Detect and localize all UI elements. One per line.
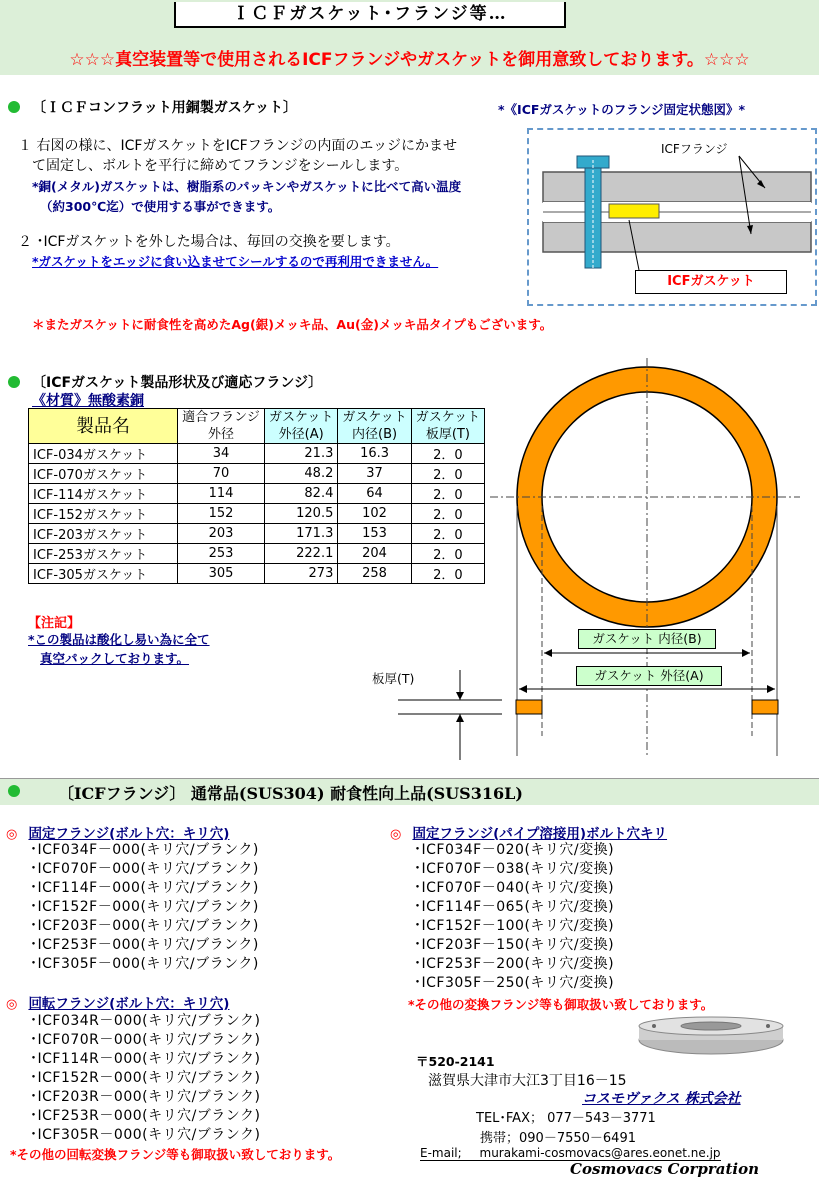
item2-text: ２ ･ICFガスケットを外した場合は、毎回の交換を要します。 (18, 234, 400, 250)
item1-line1: １ 右図の様に、ICFガスケットをICFフランジの内面のエッジにかませ (18, 138, 458, 154)
table-cell-t: 2．0 (411, 544, 484, 564)
figure-title: *《ICFガスケットのフランジ固定状態図》* (498, 102, 746, 117)
list-item: ･ICF203F－150(キリ穴/変換) (414, 937, 615, 953)
table-cell-flange: 34 (178, 444, 265, 464)
col-gasket-od-2: 外径(A) (278, 427, 324, 442)
double-circle-icon: ◎ (6, 997, 18, 1012)
company-address: 滋賀県大津市大江3丁目16－15 (428, 1073, 627, 1089)
table-cell-name: ICF-305ガスケット (29, 564, 178, 584)
table-cell-name: ICF-070ガスケット (29, 464, 178, 484)
fixed-flange-list (30, 841, 259, 974)
list-item: ･ICF253R－000(キリ穴/ブランク) (30, 1108, 261, 1124)
col-gasket-id-2: 内径(B) (352, 427, 398, 442)
fixed-flange-title: 固定フランジ(ボルト穴：キリ穴) (28, 826, 230, 842)
company-mobile: 携帯；090－7550－6491 (480, 1131, 636, 1146)
table-cell-t: 2．0 (411, 444, 484, 464)
list-item: ･ICF070F－000(キリ穴/ブランク) (30, 861, 259, 877)
table-cell-id: 16.3 (338, 444, 411, 464)
table-cell-name: ICF-152ガスケット (29, 504, 178, 524)
list-item: ･ICF253F－000(キリ穴/ブランク) (30, 937, 259, 953)
list-item: ･ICF152F－100(キリ穴/変換) (414, 918, 615, 934)
table-cell-flange: 114 (178, 484, 265, 504)
welded-note: *その他の変換フランジ等も御取扱い致しております。 (408, 997, 714, 1012)
table-cell-flange: 152 (178, 504, 265, 524)
gasket-ring-drawing (390, 356, 810, 766)
col-product-name (29, 409, 178, 444)
list-item: ･ICF034F－020(キリ穴/変換) (414, 842, 615, 858)
dim-thickness-label: 板厚(T) (372, 671, 415, 686)
company-email-line (420, 1146, 721, 1161)
double-circle-icon: ◎ (6, 827, 18, 842)
banner-text (0, 47, 819, 73)
list-item: ･ICF253F－200(キリ穴/変換) (414, 956, 615, 972)
table-cell-od: 120.5 (265, 504, 338, 524)
caution-line2: 真空パックしております。 (40, 651, 190, 666)
list-item: ･ICF305F－000(キリ穴/ブランク) (30, 956, 259, 972)
table-cell-t: 2．0 (411, 484, 484, 504)
table-cell-name: ICF-114ガスケット (29, 484, 178, 504)
col-thickness-2: 板厚(T) (425, 427, 470, 442)
table-cell-id: 37 (338, 464, 411, 484)
table-cell-od: 48.2 (265, 464, 338, 484)
list-item: ･ICF070F－040(キリ穴/変換) (414, 880, 615, 896)
col-flange-od (178, 409, 265, 444)
plating-note: ＊またガスケットに耐食性を高めたAg(銀)メッキ品、Au(金)メッキ品タイプもございます。 (32, 317, 553, 332)
col-thickness-1: ガスケット (415, 410, 481, 425)
col-flange-od-2: 外径 (207, 427, 234, 442)
table-cell-t: 2．0 (411, 504, 484, 524)
table-cell-id: 204 (338, 544, 411, 564)
col-gasket-od-1: ガスケット (269, 410, 334, 425)
table-cell-t: 2．0 (411, 524, 484, 544)
item1-line2: て固定し、ボルトを平行に締めてフランジをシールします。 (32, 158, 409, 174)
table-cell-od: 21.3 (265, 444, 338, 464)
table-cell-flange: 305 (178, 564, 265, 584)
table-cell-id: 153 (338, 524, 411, 544)
company-tel: TEL･FAX； 077－543－3771 (476, 1111, 656, 1126)
table-cell-name: ICF-253ガスケット (29, 544, 178, 564)
flange-fixed-figure (527, 128, 817, 306)
bullet-dot-icon (8, 101, 20, 113)
list-item: ･ICF114R－000(キリ穴/ブランク) (30, 1051, 261, 1067)
postal-code: 〒520-2141 (416, 1054, 495, 1069)
list-item: ･ICF070F－038(キリ穴/変換) (414, 861, 615, 877)
company-name-jp: コスモヴァクス 株式会社 (582, 1091, 741, 1107)
table-cell-name: ICF-203ガスケット (29, 524, 178, 544)
welded-flange-list (414, 841, 614, 993)
col-name-label: 製品名 (76, 415, 130, 437)
table-cell-od: 82.4 (265, 484, 338, 504)
caution-line1: *この製品は酸化し易い為に全て (28, 632, 210, 647)
table-cell-id: 258 (338, 564, 411, 584)
list-item: ･ICF114F－000(キリ穴/ブランク) (30, 880, 259, 896)
item2-note: *ガスケットをエッジに食い込ませてシールするので再利用できません。 (32, 254, 439, 269)
welded-flange-group (390, 822, 667, 842)
email-link[interactable]: murakami-cosmovacs@ares.eonet.ne.jp (479, 1146, 721, 1160)
col-flange-od-1: 適合フランジ (182, 410, 260, 425)
flange-illustration (636, 1016, 786, 1056)
list-item: ･ICF034F－000(キリ穴/ブランク) (30, 842, 259, 858)
table-cell-id: 102 (338, 504, 411, 524)
bullet-dot-icon (8, 376, 20, 388)
copper-gasket-heading: 〔ＩＣＦコンフラット用銅製ガスケット〕 (32, 100, 298, 116)
rotating-flange-list (30, 1012, 261, 1145)
company-name-en: Cosmovacs Corpration (570, 1160, 759, 1178)
banner-line: ☆☆☆真空装置等で使用されるICFフランジやガスケットを御用意致しております。☆☆☆ (69, 50, 750, 70)
figure-label-flange: ICFフランジ (661, 142, 728, 156)
list-item: ･ICF034R－000(キリ穴/ブランク) (30, 1013, 261, 1029)
col-gasket-id-1: ガスケット (342, 410, 407, 425)
list-item: ･ICF305F－250(キリ穴/変換) (414, 975, 615, 991)
table-cell-flange: 203 (178, 524, 265, 544)
caution-title: 【注記】 (28, 616, 81, 631)
item1-note2: （約300℃迄）で使用する事ができます。 (40, 199, 281, 214)
material-label: 《材質》無酸素銅 (32, 393, 144, 409)
item1-note1: *銅(メタル)ガスケットは、樹脂系のパッキンやガスケットに比べて高い温度 (32, 179, 462, 194)
list-item: ･ICF070R－000(キリ穴/ブランク) (30, 1032, 261, 1048)
flange-heading: 〔ICFフランジ〕 通常品(SUS304) 耐食性向上品(SUS316L) (58, 784, 523, 803)
list-item: ･ICF203R－000(キリ穴/ブランク) (30, 1089, 261, 1105)
table-cell-name: ICF-034ガスケット (29, 444, 178, 464)
page-title: ＩＣＦガスケット･フランジ等… (174, 2, 566, 28)
list-item: ･ICF305R－000(キリ穴/ブランク) (30, 1127, 261, 1143)
email-label: E-mail; (420, 1146, 462, 1160)
welded-flange-title: 固定フランジ(パイプ溶接用)ボルト穴キリ (412, 826, 668, 842)
table-cell-od: 171.3 (265, 524, 338, 544)
dim-outer-label: ガスケット 外径(A) (576, 666, 722, 686)
dim-inner-label: ガスケット 内径(B) (578, 629, 716, 649)
list-item: ･ICF152F－000(キリ穴/ブランク) (30, 899, 259, 915)
bullet-dot-icon (8, 785, 20, 797)
table-cell-t: 2．0 (411, 464, 484, 484)
rotating-flange-group (6, 992, 229, 1012)
table-cell-id: 64 (338, 484, 411, 504)
rotating-note: *その他の回転変換フランジ等も御取扱い致しております。 (10, 1147, 341, 1162)
list-item: ･ICF203F－000(キリ穴/ブランク) (30, 918, 259, 934)
rotating-flange-title: 回転フランジ(ボルト穴：キリ穴) (28, 996, 230, 1012)
table-cell-od: 222.1 (265, 544, 338, 564)
figure-label-gasket: ICFガスケット (635, 270, 787, 294)
table-cell-flange: 253 (178, 544, 265, 564)
products-heading: 〔ICFガスケット製品形状及び適応フランジ〕 (32, 375, 323, 391)
col-gasket-od (265, 409, 338, 444)
double-circle-icon: ◎ (390, 827, 402, 842)
list-item: ･ICF152R－000(キリ穴/ブランク) (30, 1070, 261, 1086)
table-cell-od: 273 (265, 564, 338, 584)
list-item: ･ICF114F－065(キリ穴/変換) (414, 899, 615, 915)
table-cell-t: 2．0 (411, 564, 484, 584)
table-cell-flange: 70 (178, 464, 265, 484)
fixed-flange-group (6, 822, 229, 842)
